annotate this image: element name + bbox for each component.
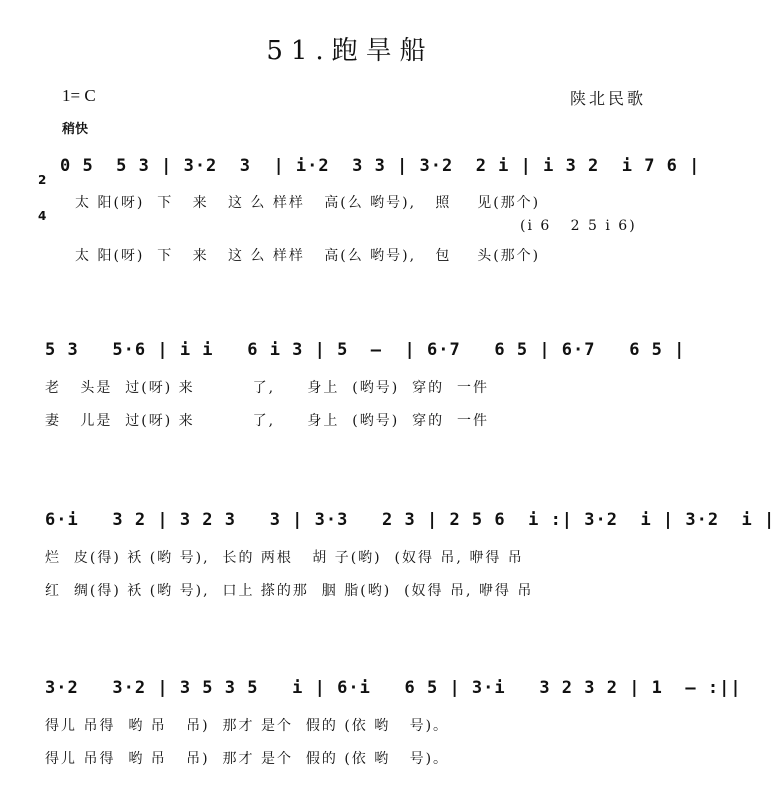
system-1-verse-2: 太 阳(呀) 下 来 这 么 样样 高(么 哟号), 包 头(那个) (75, 248, 541, 264)
system-1-notes: 0 5 5 3 | 3·2 3 | i·2 3 3 | 3·2 2 i | i 3 2 i 7 6 | (60, 156, 701, 176)
system-3-verse-1: 烂 皮(得) 袄 (哟 号), 长的 两根 胡 子(哟) (奴得 吊, 咿得 吊 (45, 550, 524, 566)
time-signature-bottom: 4 (38, 209, 47, 223)
time-signature (38, 150, 46, 234)
system-1-alt-notes: (i 6 2 5 i 6) (520, 218, 637, 234)
system-3-verse-2: 红 绸(得) 袄 (哟 号), 口上 搽的那 胭 脂(哟) (奴得 吊, 咿得 吊 (45, 583, 534, 599)
song-source: 陕北民歌 (570, 89, 647, 108)
time-signature-top: 2 (38, 173, 47, 187)
system-2-notes: 5 3 5·6 | i i 6 i 3 | 5 – | 6·7 6 5 | 6·7 6 5 | (45, 340, 686, 360)
key-signature: 1= C (62, 86, 96, 105)
tempo-marking: 稍快 (62, 122, 89, 137)
system-4-verse-1: 得儿 吊得 哟 吊 吊) 那才 是个 假的 (依 哟 号)。 (45, 718, 450, 734)
system-4-verse-2: 得儿 吊得 哟 吊 吊) 那才 是个 假的 (依 哟 号)。 (45, 751, 450, 767)
system-4-notes: 3·2 3·2 | 3 5 3 5 i | 6·i 6 5 | 3·i 3 2 3 2 | 1 – :|| (45, 678, 742, 698)
system-2-verse-1: 老 头是 过(呀) 来 了, 身上 (哟号) 穿的 一件 (45, 380, 490, 396)
system-2-verse-2: 妻 儿是 过(呀) 来 了, 身上 (哟号) 穿的 一件 (45, 413, 490, 429)
system-1-verse-1: 太 阳(呀) 下 来 这 么 样样 高(么 哟号), 照 见(那个) (75, 195, 541, 211)
system-3-notes: 6·i 3 2 | 3 2 3 3 | 3·3 2 3 | 2 5 6 i :| 3·2 i | 3·2 i | (45, 510, 775, 530)
song-title: 51.跑旱船 (266, 36, 434, 66)
